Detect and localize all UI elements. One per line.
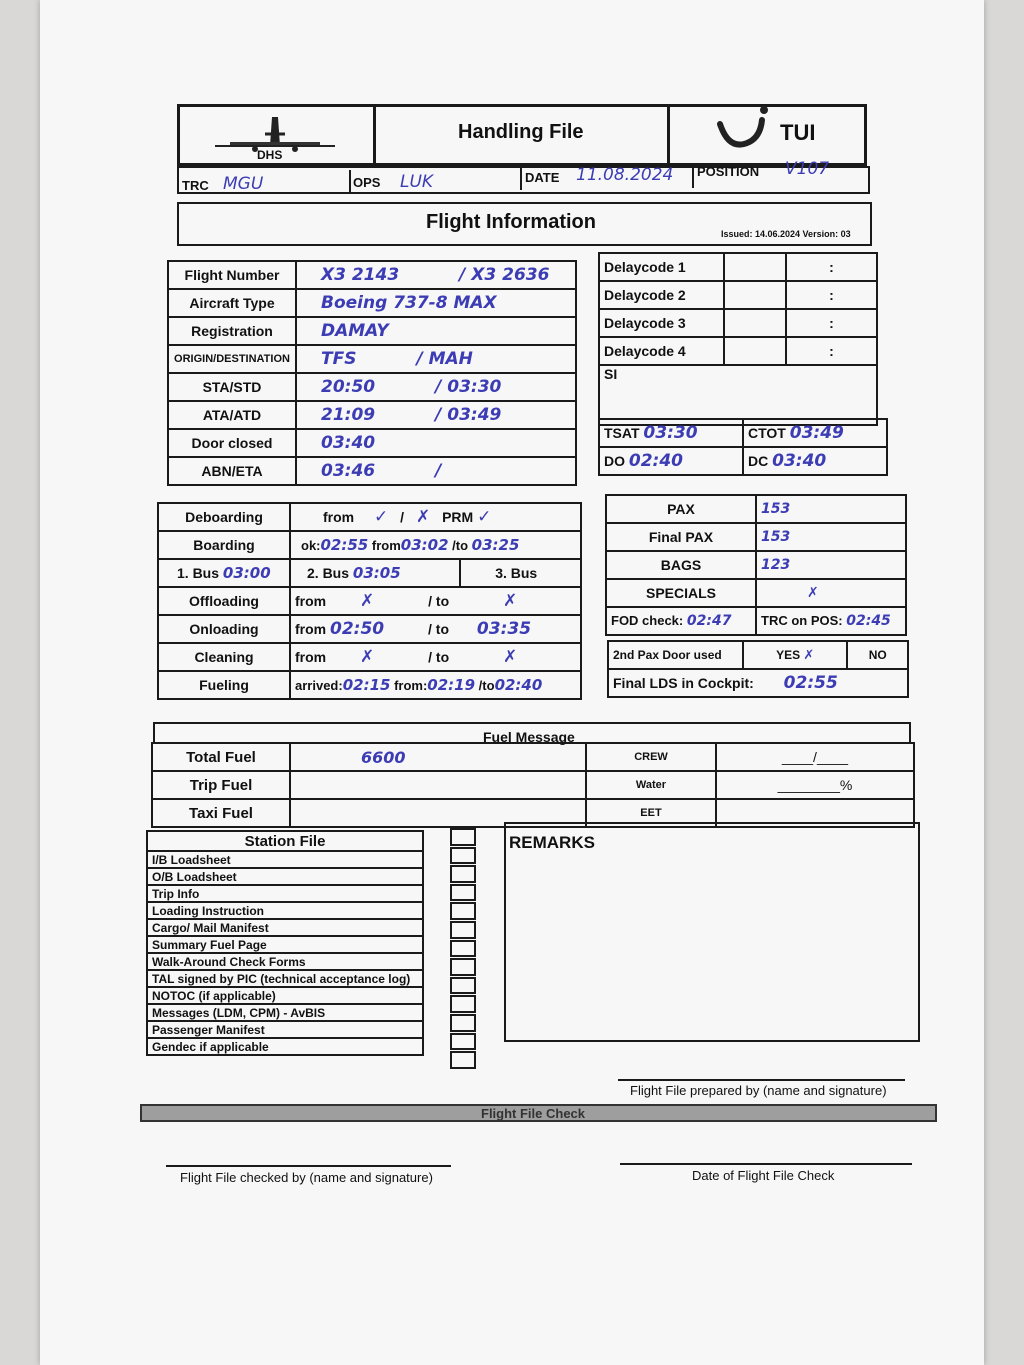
bags-value[interactable]: 123 (756, 551, 906, 579)
flight-info-row (168, 401, 576, 429)
deboarding-label: Deboarding (158, 503, 290, 531)
flight-info-value-2: / X3 2636 (459, 265, 550, 285)
flight-info-label: ABN/ETA (168, 457, 296, 485)
station-file-checkbox[interactable] (450, 1014, 476, 1032)
delay-time-3[interactable]: : (786, 309, 877, 337)
bus1-cell[interactable] (158, 559, 290, 587)
station-file-item: Gendec if applicable (147, 1038, 423, 1055)
delay-label-3: Delaycode 3 (599, 309, 724, 337)
delay-time-1[interactable]: : (786, 253, 877, 281)
flight-info-value: DAMAY (321, 321, 389, 341)
do-value: 02:40 (628, 451, 684, 471)
dc-cell[interactable] (743, 447, 887, 475)
fod-cell[interactable] (606, 607, 756, 635)
boarding-label: Boarding (158, 531, 290, 559)
header-divider-1 (373, 104, 376, 166)
final-pax-label: Final PAX (606, 523, 756, 551)
trc-value: MGU (223, 174, 264, 194)
station-file-checkbox[interactable] (450, 921, 476, 939)
flight-info-value-2: / (435, 461, 442, 481)
door-yes[interactable] (743, 641, 847, 669)
eet-label: EET (586, 799, 716, 827)
specials-label: SPECIALS (606, 579, 756, 607)
delay-time-4[interactable]: : (786, 337, 877, 365)
station-file-item: O/B Loadsheet (147, 868, 423, 885)
flight-info-value-2: / 03:30 (435, 377, 502, 397)
flight-info-row (168, 373, 576, 401)
water-value[interactable]: ________% (716, 771, 914, 799)
deboarding-from-label: from (323, 509, 355, 525)
station-file-checkbox[interactable] (450, 828, 476, 846)
date-check-label: Date of Flight File Check (692, 1168, 835, 1183)
cleaning-from-value: ✗ (360, 647, 375, 667)
remarks-box[interactable] (504, 822, 920, 1042)
prepared-line (618, 1079, 905, 1081)
cleaning-to-label: / to (428, 649, 450, 665)
boarding-ok-label: ok: (301, 538, 321, 553)
boarding-from-label: from (371, 538, 401, 553)
cleaning-cell[interactable] (290, 643, 581, 671)
taxi-fuel-label: Taxi Fuel (152, 799, 290, 827)
flight-info-heading: Flight Information (426, 211, 596, 233)
flight-info-label: STA/STD (168, 373, 296, 401)
fueling-arrived-label: arrived: (295, 678, 343, 693)
onloading-to-label: / to (428, 621, 450, 637)
station-file-item: NOTOC (if applicable) (147, 987, 423, 1004)
delay-code-3[interactable] (724, 309, 786, 337)
cleaning-to-value: ✗ (503, 647, 518, 667)
flight-info-row (168, 457, 576, 485)
paper-sheet (40, 0, 984, 1365)
remarks-heading: REMARKS (509, 833, 595, 852)
flight-info-value: 03:46 (321, 461, 376, 481)
station-file-checkbox[interactable] (450, 847, 476, 865)
pax-value[interactable]: 153 (756, 495, 906, 523)
trc-pos-label: TRC on POS: (761, 613, 843, 628)
station-file-row (147, 1038, 423, 1055)
station-file-row (147, 851, 423, 868)
flight-info-value-cell[interactable] (296, 429, 576, 457)
station-file-item: I/B Loadsheet (147, 851, 423, 868)
bus2-label: 2. Bus (307, 565, 350, 581)
prepared-label: Flight File prepared by (name and signature) (630, 1083, 887, 1098)
fuel-heading: Fuel Message (483, 729, 575, 745)
delay-label-2: Delaycode 2 (599, 281, 724, 309)
trc-label: TRC (182, 178, 209, 193)
station-file-checkbox[interactable] (450, 884, 476, 902)
station-file-checkbox[interactable] (450, 902, 476, 920)
flight-info-value-cell[interactable] (296, 457, 576, 485)
date-check-line (620, 1163, 912, 1165)
flight-info-value: 03:40 (321, 433, 376, 453)
flight-info-value-cell[interactable] (296, 289, 576, 317)
ctot-label: CTOT (748, 425, 786, 441)
logo-text: DHS (257, 148, 283, 162)
flight-info-row (168, 429, 576, 457)
meta-row (177, 166, 870, 194)
station-file-row (147, 953, 423, 970)
flight-info-row (168, 317, 576, 345)
delay-code-4[interactable] (724, 337, 786, 365)
bus2-cell[interactable] (290, 559, 460, 587)
station-file-row (147, 987, 423, 1004)
station-file-row (147, 970, 423, 987)
station-file-checkbox[interactable] (450, 1033, 476, 1051)
lds-label: Final LDS in Cockpit: (613, 675, 754, 691)
flight-info-value: 20:50 (321, 377, 376, 397)
boarding-ok-value: 02:55 (320, 536, 369, 554)
cleaning-label: Cleaning (158, 643, 290, 671)
ctot-cell[interactable] (743, 419, 887, 447)
checked-line (166, 1165, 451, 1167)
offloading-from-label: from (295, 593, 327, 609)
check-bar-label: Flight File Check (481, 1106, 586, 1121)
fueling-cell[interactable] (290, 671, 581, 699)
total-fuel-value[interactable]: 6600 (290, 743, 586, 771)
issued-note: Issued: 14.06.2024 Version: 03 (721, 229, 851, 239)
lds-value: 02:55 (783, 673, 838, 693)
station-file-item: Trip Info (147, 885, 423, 902)
station-file-item: Passenger Manifest (147, 1021, 423, 1038)
flight-info-value-cell[interactable] (296, 345, 576, 373)
flight-info-label: Aircraft Type (168, 289, 296, 317)
bus3-label: 3. Bus (495, 565, 538, 581)
flight-info-value-cell[interactable] (296, 401, 576, 429)
do-label: DO (604, 453, 625, 469)
pax-table (605, 494, 907, 636)
station-file-checkbox[interactable] (450, 865, 476, 883)
yes-mark: ✗ (803, 647, 815, 663)
fueling-to-label: /to (478, 678, 495, 693)
tsat-value: 03:30 (643, 423, 698, 443)
specials-value[interactable]: ✗ (756, 579, 906, 607)
station-file-item: Messages (LDM, CPM) - AvBIS (147, 1004, 423, 1021)
ctot-value: 03:49 (789, 423, 844, 443)
offloading-from-value: ✗ (360, 591, 375, 611)
meta-div-3 (692, 164, 694, 188)
offloading-label: Offloading (158, 587, 290, 615)
tui-logo (712, 106, 832, 158)
boarding-cell[interactable] (290, 531, 581, 559)
flight-info-label: Flight Number (168, 261, 296, 289)
meta-div-1 (349, 170, 351, 194)
bus1-value: 03:00 (222, 564, 271, 582)
station-file-checkbox[interactable] (450, 977, 476, 995)
dc-value: 03:40 (772, 451, 827, 471)
flight-info-value: TFS (321, 349, 357, 369)
trip-fuel-label: Trip Fuel (152, 771, 290, 799)
station-file-row (147, 1021, 423, 1038)
tsat-cell[interactable] (599, 419, 743, 447)
lds-cell[interactable] (608, 669, 908, 697)
header-divider-2 (667, 104, 670, 166)
flight-info-label: ATA/ATD (168, 401, 296, 429)
yes-label: YES (776, 647, 801, 662)
trip-fuel-value[interactable] (290, 771, 586, 799)
fueling-from-value: 02:19 (427, 676, 476, 694)
flight-info-label: ORIGIN/DESTINATION (168, 345, 296, 373)
onloading-cell[interactable] (290, 615, 581, 643)
fueling-arrived-value: 02:15 (342, 676, 391, 694)
offloading-cell[interactable] (290, 587, 581, 615)
station-file-checkbox[interactable] (450, 995, 476, 1013)
trc-pos-value: 02:45 (846, 613, 891, 629)
flight-info-value-2: / 03:49 (435, 405, 502, 425)
position-label: POSITION (697, 164, 760, 179)
fueling-label: Fueling (158, 671, 290, 699)
flight-info-row (168, 261, 576, 289)
flight-info-value: 21:09 (321, 405, 376, 425)
offloading-to-label: / to (428, 593, 450, 609)
station-file-item: Loading Instruction (147, 902, 423, 919)
page-title: Handling File (458, 121, 584, 143)
flight-info-table (167, 260, 577, 486)
station-file-item: Walk-Around Check Forms (147, 953, 423, 970)
crew-label: CREW (586, 743, 716, 771)
tsat-label: TSAT (604, 425, 640, 441)
prm-value: ✓ (477, 507, 492, 527)
station-file-row (147, 1004, 423, 1021)
station-file-row (147, 868, 423, 885)
station-file-checkbox[interactable] (450, 958, 476, 976)
station-file-row (147, 919, 423, 936)
deboarding-cell[interactable] (290, 503, 581, 531)
onloading-from-label: from (295, 621, 327, 637)
flight-info-row (168, 345, 576, 373)
boarding-from-value: 03:02 (400, 536, 449, 554)
ops-label: OPS (353, 175, 381, 190)
fueling-to-value: 02:40 (494, 676, 543, 694)
cleaning-from-label: from (295, 649, 327, 665)
fod-value: 02:47 (686, 613, 732, 629)
door-table (607, 640, 909, 698)
delay-label-4: Delaycode 4 (599, 337, 724, 365)
flight-info-value-cell[interactable] (296, 261, 576, 289)
station-file-checkbox[interactable] (450, 1051, 476, 1069)
prm-label: PRM (442, 509, 474, 525)
bus2-value: 03:05 (352, 564, 401, 582)
position-value: V107 (785, 159, 830, 179)
dhs-logo (210, 112, 340, 162)
fueling-from-label: from: (394, 678, 428, 693)
flight-info-value-2: / MAH (416, 349, 473, 369)
fod-label: FOD check: (611, 613, 684, 628)
tsat-table (598, 418, 888, 476)
flight-info-value-cell[interactable] (296, 373, 576, 401)
final-pax-value[interactable]: 153 (756, 523, 906, 551)
station-file-checkbox[interactable] (450, 940, 476, 958)
station-file-heading: Station File (147, 831, 423, 851)
deboarding-cross: ✗ (415, 507, 431, 527)
water-label: Water (586, 771, 716, 799)
fuel-table (151, 742, 915, 828)
offloading-to-value: ✗ (503, 591, 518, 611)
bus1-label: 1. Bus (177, 565, 220, 581)
delay-table (598, 252, 878, 426)
flight-info-value: Boeing 737-8 MAX (321, 293, 497, 313)
crew-value[interactable]: ____/____ (716, 743, 914, 771)
flight-info-value: X3 2143 (321, 265, 400, 285)
date-value: 11.08.2024 (576, 165, 674, 185)
station-file-row (147, 936, 423, 953)
deboarding-check: ✓ (374, 507, 389, 527)
station-file-table (146, 830, 424, 1056)
deboarding-sep: / (400, 509, 405, 525)
ops-value: LUK (400, 172, 434, 192)
meta-div-2 (520, 166, 522, 190)
checked-label: Flight File checked by (name and signature) (180, 1170, 433, 1185)
onloading-label: Onloading (158, 615, 290, 643)
total-fuel-label: Total Fuel (152, 743, 290, 771)
boarding-to-label: /to (452, 538, 469, 553)
bags-label: BAGS (606, 551, 756, 579)
date-label: DATE (525, 170, 560, 185)
trc-pos-cell[interactable] (756, 607, 906, 635)
door-label: 2nd Pax Door used (608, 641, 743, 669)
pax-label: PAX (606, 495, 756, 523)
onloading-to-value: 03:35 (476, 619, 532, 639)
si-label: SI (604, 366, 618, 382)
tui-smile-icon (712, 106, 772, 156)
flight-info-row (168, 289, 576, 317)
flight-info-value-cell[interactable] (296, 317, 576, 345)
station-file-item: Cargo/ Mail Manifest (147, 919, 423, 936)
do-cell[interactable] (599, 447, 743, 475)
flight-info-label: Door closed (168, 429, 296, 457)
delay-label-1: Delaycode 1 (599, 253, 724, 281)
station-file-item: Summary Fuel Page (147, 936, 423, 953)
boarding-to-value: 03:25 (471, 536, 520, 554)
si-cell[interactable] (599, 365, 877, 425)
bus3-cell[interactable] (460, 559, 581, 587)
station-file-row (147, 885, 423, 902)
station-file-item: TAL signed by PIC (technical acceptance log) (147, 970, 423, 987)
checkbox-column (450, 828, 478, 1070)
station-file-row (147, 902, 423, 919)
handling-table (157, 502, 582, 700)
delay-code-2[interactable] (724, 281, 786, 309)
brand-name: TUI (780, 120, 816, 145)
door-no[interactable]: NO (847, 641, 908, 669)
dc-label: DC (748, 453, 769, 469)
flight-info-label: Registration (168, 317, 296, 345)
delay-code-1[interactable] (724, 253, 786, 281)
delay-time-2[interactable]: : (786, 281, 877, 309)
onloading-from-value: 02:50 (330, 619, 385, 639)
